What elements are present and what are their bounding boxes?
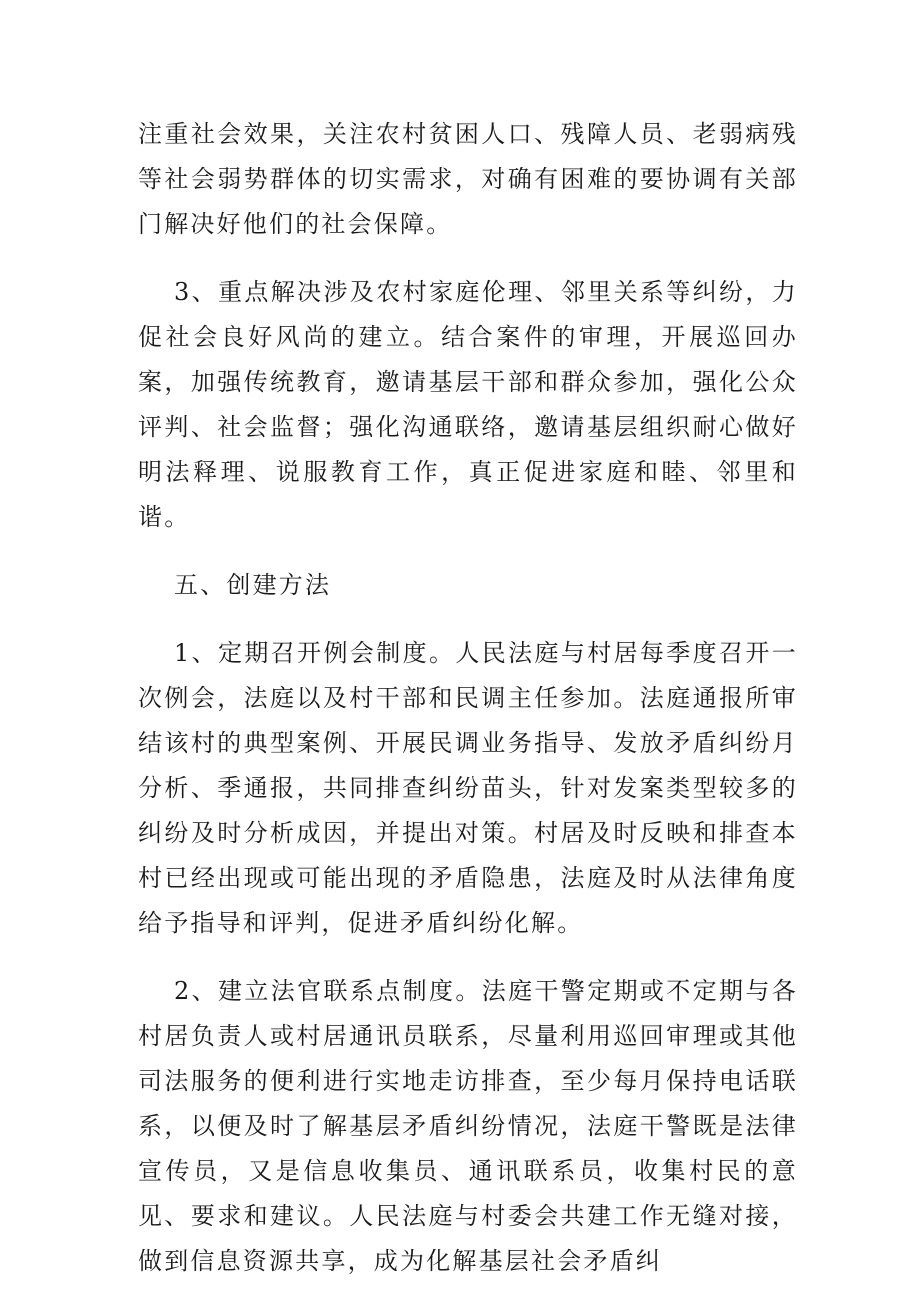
section-heading-creation-method: 五、创建方法 (174, 571, 332, 599)
paragraph-item-3: 3、重点解决涉及农村家庭伦理、邻里关系等纠纷，力促社会良好风尚的建立。结合案件的审理，开展巡回办案，加强传统教育，邀请基层干部和群众参加，强化公众评判、社会监督；强化沟通联络，邀请基层组织耐心做好明法释理、说服教育工作，真正促进家庭和睦、邻里和谐。 (138, 278, 798, 531)
document-body (138, 112, 798, 1307)
paragraph-continuation: 注重社会效果，关注农村贫困人口、残障人员、老弱病残等社会弱势群体的切实需求，对确有困难的要协调有关部门解决好他们的社会保障。 (138, 120, 798, 238)
paragraph-item-1: 1、定期召开例会制度。人民法庭与村居每季度召开一次例会，法庭以及村干部和民调主任参加。法庭通报所审结该村的典型案例、开展民调业务指导、发放矛盾纠纷月分析、季通报，共同排查纠纷苗头，针对发案类型较多的纠纷及时分析成因，并提出对策。村居及时反映和排查本村已经出现或可能出现的矛盾隐患，法庭及时从法律角度给予指导和评判，促进矛盾纠纷化解。 (138, 639, 798, 937)
paragraph-item-2: 2、建立法官联系点制度。法庭干警定期或不定期与各村居负责人或村居通讯员联系，尽量利用巡回审理或其他司法服务的便利进行实地走访排查，至少每月保持电话联系，以便及时了解基层矛盾纠纷情况，法庭干警既是法律宣传员，又是信息收集员、通讯联系员，收集村民的意见、要求和建议。人民法庭与村委会共建工作无缝对接，做到信息资源共享，成为化解基层社会矛盾纠 (138, 977, 798, 1275)
